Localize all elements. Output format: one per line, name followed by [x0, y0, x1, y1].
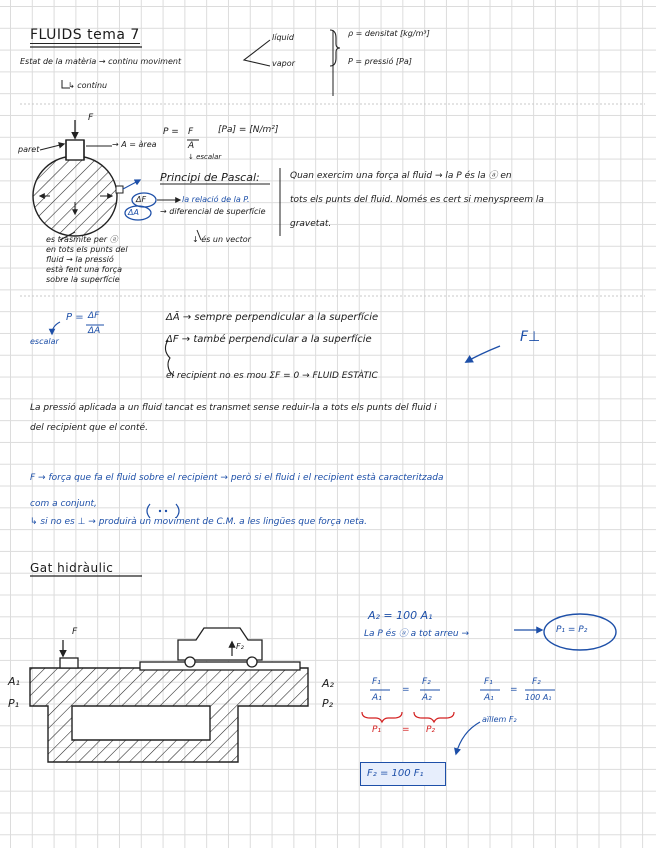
pressure-units: [Pa] = [N/m²]	[218, 125, 279, 135]
vec-da-line: ΔĀ → sempre perpendicular a la superfície	[166, 312, 379, 323]
transmet-line-4: està fent una força	[46, 265, 123, 274]
frac3-num: F₁	[484, 677, 493, 687]
pascal-line-2: tots els punts del fluid. Només es cert si menyspreem la	[290, 195, 544, 205]
frac3-den: A₁	[484, 693, 494, 703]
pressure-def: P = pressió [Pa]	[348, 57, 412, 66]
pascal-line-1: Quan exercim una força al fluid → la P és la ⓐ en	[290, 171, 512, 181]
vec-num: ΔF	[88, 311, 100, 321]
jack-p2: P₂	[322, 697, 334, 710]
frac-eq-2: =	[510, 685, 518, 695]
vec-den: ΔA	[88, 326, 101, 336]
fluid-container-drawing	[33, 120, 140, 240]
transmission-line-1: La pressió aplicada a un fluid tancat es transmet sense reduir-la a tots els punts del fluid i	[30, 403, 437, 413]
red-p2: P₂	[426, 725, 436, 735]
frac1-den: A₁	[372, 693, 382, 703]
diferencial-label: → diferencial de superfície	[160, 207, 266, 216]
density-def: ρ = densitat [kg/m³]	[348, 29, 430, 38]
vec-escalar: escalar	[30, 337, 59, 346]
result-text: F₂ = 100 F₁	[367, 768, 424, 779]
frac2-num: F₂	[422, 677, 431, 687]
p1-equals-p2: P₁ = P₂	[556, 625, 588, 635]
liquid-label: líquid	[272, 33, 294, 42]
paret-label: paret	[18, 145, 40, 154]
red-eq: =	[402, 725, 410, 735]
transmission-line-2: del recipient que el conté.	[30, 423, 148, 433]
vec-f-perp: F⊥	[520, 329, 541, 345]
brace	[330, 30, 340, 66]
jack-f2: F₂	[236, 642, 244, 651]
pascal-heading: Principi de Pascal:	[160, 171, 260, 184]
transmet-line-3: fluid → la pressió	[46, 255, 114, 264]
result-box	[360, 762, 446, 786]
estat-line: Estat de la matèria → continu moviment	[20, 57, 182, 66]
hydraulic-jack-drawing	[30, 628, 308, 762]
area-label: → A = àrea	[112, 140, 157, 149]
force-note-line-3: ↳ si no es ⊥ → produirà un moviment de C.M. a les lingües que força neta.	[30, 517, 367, 527]
force-note-line-2: com a conjunt,	[30, 499, 97, 509]
force-symbol: F	[88, 113, 94, 123]
delta-f: ΔF	[136, 195, 147, 204]
force-note-line-1: F → força que fa el fluid sobre el recipient → però si el fluid i el recipient està caracteritzada	[30, 473, 444, 483]
transmet-line-5: sobre la superfície	[46, 275, 120, 284]
vec-p-eq: P =	[66, 312, 84, 323]
transmet-line-1: es trasmite per ⓐ	[46, 235, 118, 244]
transmet-line-2: en tots els punts del	[46, 245, 128, 254]
frac1-num: F₁	[372, 677, 381, 687]
jack-a2: A₂	[322, 677, 334, 690]
pressure-num: F	[188, 127, 194, 137]
red-p1: P₁	[372, 725, 382, 735]
escalar-note: ↓ escalar	[188, 153, 222, 161]
delta-a: ΔA	[128, 208, 139, 217]
jack-f: F	[72, 627, 78, 637]
frac-eq-1: =	[402, 685, 410, 695]
frac2-den: A₂	[422, 693, 432, 703]
hydraulic-heading: Gat hidràulic	[30, 561, 114, 575]
pressure-eq: P =	[163, 127, 179, 137]
page-title: FLUIDS tema 7	[30, 27, 140, 43]
vec-static: el recipient no es mou ΣF = 0 → FLUID ESTÀTIC	[166, 371, 378, 381]
jack-a1: A₁	[8, 675, 20, 688]
pressure-den: A	[188, 141, 195, 151]
pascal-line-3: gravetat.	[290, 219, 332, 229]
vapor-label: vapor	[272, 59, 295, 68]
frac4-num: F₂	[532, 677, 541, 687]
branch-arrow	[244, 40, 270, 66]
area-relation: A₂ = 100 A₁	[368, 609, 433, 622]
no-vector-label: ↓ és un vector	[192, 235, 251, 244]
relacio-label: la relació de la P.	[182, 195, 250, 204]
pressure-same: La P és ⓐ a tot arreu →	[364, 629, 469, 639]
continu-label: ↳ continu	[68, 81, 108, 90]
frac4-den: 100 A₁	[525, 693, 552, 702]
jack-p1: P₁	[8, 697, 20, 710]
aillem-label: aïllem F₂	[482, 715, 517, 724]
vec-df-line: ΔF → també perpendicular a la superfície	[166, 334, 372, 345]
